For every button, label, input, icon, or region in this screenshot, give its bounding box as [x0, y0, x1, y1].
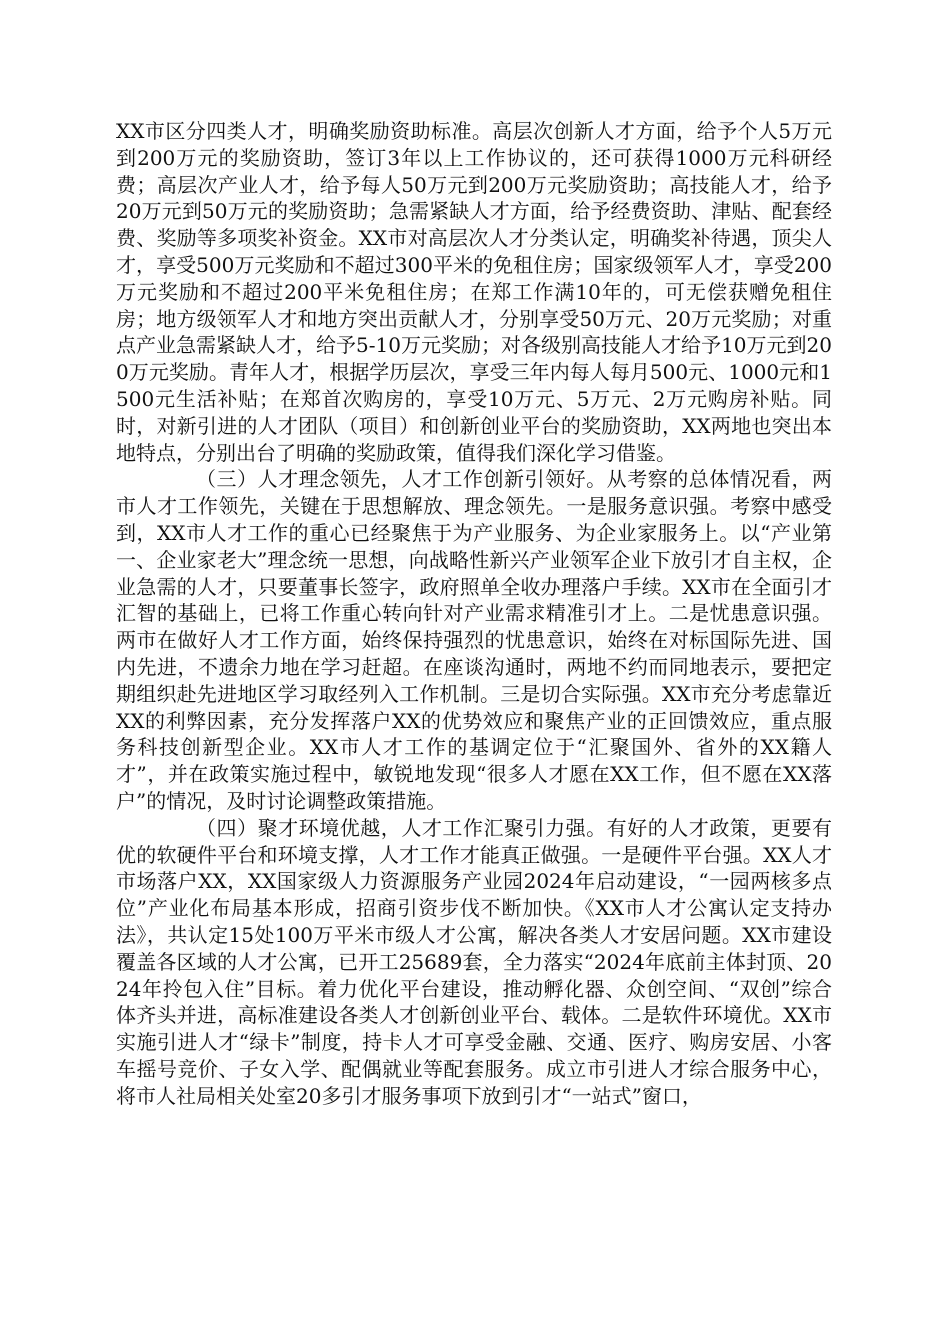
- document-body: [116, 118, 832, 1109]
- paragraph-talent-environment: （四）聚才环境优越，人才工作汇聚引力强。有好的人才政策，更要有优的软硬件平台和环境支撑，人才工作才能真正做强。一是硬件平台强。XX人才市场落户XX，XX国家级人力资源服务产业园2024年启动建设，“一园两核多点位”产业化布局基本形成，招商引资步伐不断加快。《XX市人才公寓认定支持办法》，共认定15处100万平米市级人才公寓，解决各类人才安居问题。XX市建设覆盖各区域的人才公寓，已开工25689套，全力落实“2024年底前主体封顶、2024年拎包入住”目标。着力优化平台建设，推动孵化器、众创空间、“双创”综合体齐头并进，高标准建设各类人才创新创业平台、载体。二是软件环境优。XX市实施引进人才“绿卡”制度，持卡人才可享受金融、交通、医疗、购房安居、小客车摇号竞价、子女入学、配偶就业等配套服务。成立市引进人才综合服务中心，将市人社局相关处室20多引才服务事项下放到引才“一站式”窗口，: [116, 815, 832, 1108]
- paragraph-talent-rewards: XX市区分四类人才，明确奖励资助标准。高层次创新人才方面，给予个人5万元到200万元的奖励资助，签订3年以上工作协议的，还可获得1000万元科研经费；高层次产业人才，给予每人50万元到200万元奖励资助；高技能人才，给予20万元到50万元的奖励资助；急需紧缺人才方面，给予经费资助、津贴、配套经费、奖励等多项奖补资金。XX市对高层次人才分类认定，明确奖补待遇，顶尖人才，享受500万元奖励和不超过300平米的免租住房；国家级领军人才，享受200万元奖励和不超过200平米免租住房；在郑工作满10年的，可无偿获赠免租住房；地方级领军人才和地方突出贡献人才，分别享受50万元、20万元奖励；对重点产业急需紧缺人才，给予5-10万元奖励；对各级别高技能人才给予10万元到200万元奖励。青年人才，根据学历层次，享受三年内每人每月500元、1000元和1500元生活补贴；在郑首次购房的，享受10万元、5万元、2万元购房补贴。同时，对新引进的人才团队（项目）和创新创业平台的奖励资助，XX两地也突出本地特点，分别出台了明确的奖励政策，值得我们深化学习借鉴。: [116, 119, 832, 465]
- paragraph-talent-philosophy: （三）人才理念领先，人才工作创新引领好。从考察的总体情况看，两市人才工作领先，关键在于思想解放、理念领先。一是服务意识强。考察中感受到，XX市人才工作的重心已经聚焦于为产业服务、为企业家服务上。以“产业第一、企业家老大”理念统一思想，向战略性新兴产业领军企业下放引才自主权，企业急需的人才，只要董事长签字，政府照单全收办理落户手续。XX市在全面引才汇智的基础上，已将工作重心转向针对产业需求精准引才上。二是忧患意识强。两市在做好人才工作方面，始终保持强烈的忧患意识，始终在对标国际先进、国内先进，不遗余力地在学习赶超。在座谈沟通时，两地不约而同地表示，要把定期组织赴先进地区学习取经列入工作机制。三是切合实际强。XX市充分考虑靠近XX的利弊因素，充分发挥落户XX的优势效应和聚焦产业的正回馈效应，重点服务科技创新型企业。XX市人才工作的基调定位于“汇聚国外、省外的XX籍人才”，并在政策实施过程中，敏锐地发现“很多人才愿在XX工作，但不愿在XX落户”的情况，及时讨论调整政策措施。: [116, 467, 832, 813]
